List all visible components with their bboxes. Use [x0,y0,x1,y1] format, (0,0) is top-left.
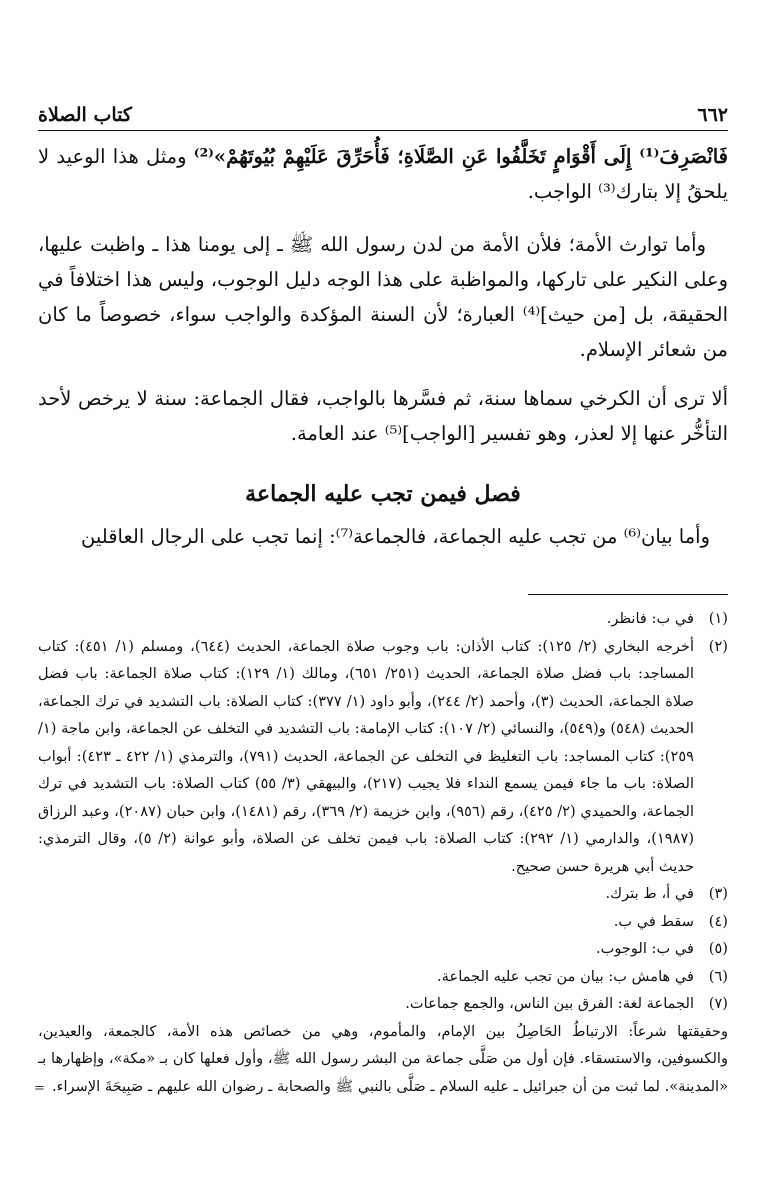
footnote-number: (٦) [708,967,728,985]
section-heading: فصل فيمن تجب عليه الجماعة [245,481,521,507]
footnote-text: في هامش ب: بيان من تجب عليه الجماعة. [437,967,694,985]
footnote-number: (٥) [708,940,728,957]
footnote-item [38,935,728,963]
footnote-item [38,963,728,991]
footnote-text: سقط في ب. [613,912,694,930]
footnote-item [38,605,728,633]
footnote-text: الجماعة لغة: الفرق بين الناس، والجمع جماعات. [405,995,694,1012]
footnote-number: (٣) [708,885,728,902]
footnote-separator [528,594,728,595]
footnote-continuation: وحقيقتها شرعاً: الارتباطُ الحَاصِلُ بين الإمام، والمأموم، وهي من خصائص هذه الأمة، كالجمعة، والعيدين، والكسوفين، والاستسقاء. فإن أول من صَلَّى جماعة من البشر رسول الله ﷺ، وأول فعلها كان بـ «مكة»، وإظهارها بـ «المدينة». لما ثبت من أن جبرائيل ـ عليه السلام ـ صَلَّى بالنبي ﷺ والصحابة ـ رضوان الله عليهم ـ صَبِيحَةَ الإسراء. [38,1022,728,1095]
hadith-quote: فَانْصَرِفَ⁽¹⁾ إِلَى أَقْوَامٍ تَخَلَّفُوا عَنِ الصَّلَاةِ؛ فَأُحَرِّقَ عَلَيْهِمْ بُيُوتَهُمْ»⁽²⁾ [193,145,728,168]
page-number: ٦٦٢ [697,104,728,126]
footnote-text: في ب: الوجوب. [595,940,694,957]
paragraph-1-rest: ومثل هذا الوعيد لا يلحقُ إلا بتارك⁽³⁾ الواجب. [38,145,728,203]
footnote-number: (١) [708,610,728,627]
body-paragraph-3: ألا ترى أن الكرخي سماها سنة، ثم فسَّرها بالواجب، فقال الجماعة: سنة لا يرخص لأحد التأخُّر عنها إلا لعذر، وهو تفسير [الواجب]⁽⁵⁾ عند العامة. [38,387,728,445]
footnote-number: (٧) [708,995,728,1012]
footnote-number: (٢) [708,637,728,655]
body-paragraph-2: وأما توارث الأمة؛ فلأن الأمة من لدن رسول الله ﷺ ـ إلى يومنا هذا ـ واظبت عليها، وعلى النكير على تاركها، والمواظبة على هذا الوجه دليل الوجوب، وليس هذا اختلافاً في الحقيقة، بل [من حيث]⁽⁴⁾ العبارة؛ لأن السنة المؤكدة والواجب سواء، خصوصاً ما كان من شعائر الإسلام. [38,233,728,361]
body-paragraph-1 [38,139,728,209]
footnote-item [38,633,728,881]
body-paragraph-4: وأما بيان⁽⁶⁾ من تجب عليه الجماعة، فالجماعة⁽⁷⁾: إنما تجب على الرجال العاقلين [81,525,710,548]
footnote-item [38,908,728,936]
page-header [38,92,728,131]
footnote-text: أخرجه البخاري (٢/ ١٢٥): كتاب الأذان: باب وجوب صلاة الجماعة، الحديث (٦٤٤)، ومسلم (١/ ٤٥١): كتاب المساجد: باب فضل صلاة الجماعة، الحديث (٢٥١/ ٦٥١)، ومالك (١/ ١٢٩): كتاب صلاة الجماعة: باب فضل صلاة الجماعة، الحديث (٣)، وأحمد (٢/ ٢٤٤)، وأبو داود (١/ ٣٧٧): كتاب الصلاة: باب التشديد في ترك الجماعة، الحديث (٥٤٨) و(٥٤٩)، والنسائي (٢/ ١٠٧): كتاب الإمامة: باب التشديد في التخلف عن الجماعة، وابن ماجة (١/ ٢٥٩): كتاب المساجد: باب التغليظ في التخلف عن الجماعة، الحديث (٧٩١)، والترمذي (١/ ٤٢٢ ـ ٤٢٣): أبواب الصلاة: باب ما جاء فيمن يسمع النداء فلا يجيب (٢١٧)، والبيهقي (٣/ ٥٥) كتاب الصلاة: باب التشديد في ترك الجماعة، والحميدي (٢/ ٤٢٥)، رقم (٩٥٦)، وابن خزيمة (٢/ ٣٦٩)، رقم (١٤٨١)، وابن حبان (٢٠٨٧)، وعبد الرزاق (١٩٨٧)، والدارمي (١/ ٢٩٢): كتاب الصلاة: باب فيمن تخلف عن الصلاة، وأبو عوانة (٢/ ٥)، وقال الترمذي: حديث أبي هريرة حسن صحيح. [38,637,695,875]
footnote-text: في ب: فانظر. [606,610,694,627]
footnotes-section [38,605,728,1100]
footnote-item [38,880,728,908]
document-page [38,92,728,1152]
footnote-text: في أ، ط بترك. [605,885,694,902]
footnote-number: (٤) [708,912,728,930]
footnote-item [38,990,728,1018]
running-title: كتاب الصلاة [38,104,132,126]
margin-mark: = [34,1081,45,1096]
